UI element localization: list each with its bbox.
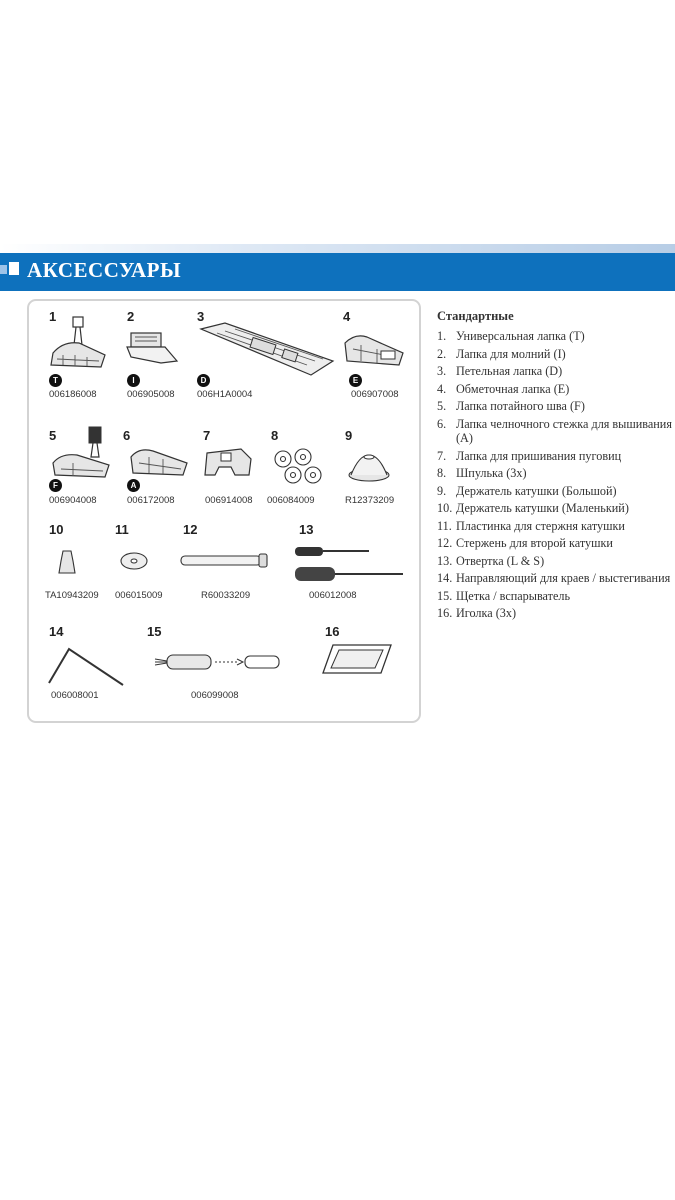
spool-pin-icon	[177, 553, 273, 569]
badge-a: A	[127, 479, 140, 492]
item-number: 16	[325, 624, 340, 639]
satin-stitch-foot-icon	[125, 443, 193, 479]
overcast-foot-icon	[337, 325, 409, 373]
item-code: R60033209	[201, 590, 251, 601]
item-code: 006907008	[351, 389, 399, 400]
button-sewing-foot-icon	[201, 445, 257, 481]
buttonhole-foot-icon	[195, 319, 337, 381]
list-item: 1. Универсальная лапка (T)	[437, 329, 585, 343]
item-number: 11	[115, 522, 129, 537]
item-number: 12	[183, 522, 198, 537]
item-number: 10	[49, 522, 64, 537]
item-code: R12373209	[345, 495, 395, 506]
universal-foot-icon	[43, 315, 115, 377]
item-code: 006914008	[205, 495, 253, 506]
list-item: 15. Щетка / вспарыватель	[437, 588, 571, 603]
screwdrivers-icon	[291, 543, 409, 587]
accessories-list	[437, 309, 672, 624]
zipper-foot-icon	[121, 327, 187, 371]
blind-hem-foot-icon	[47, 423, 119, 485]
list-item: 7. Лапка для пришивания пуговиц	[437, 448, 622, 463]
item-number: 3	[197, 309, 205, 324]
item-code: TA10943209	[45, 590, 99, 601]
item-code: 006904008	[49, 495, 97, 506]
item-number: 15	[147, 624, 162, 639]
bobbins-icon	[269, 447, 329, 487]
item-number: 4	[343, 309, 351, 324]
list-item: 5. Лапка потайного шва (F)	[437, 399, 585, 413]
item-number: 8	[271, 428, 279, 443]
item-number: 5	[49, 428, 57, 443]
list-item: 16. Иголка (3x)	[437, 606, 517, 620]
needle-pack-icon	[319, 641, 395, 677]
badge-i: I	[127, 374, 140, 387]
item-code: 006099008	[191, 690, 239, 701]
item-number: 9	[345, 428, 353, 443]
banner-gradient-strip	[0, 244, 675, 253]
item-number: 7	[203, 428, 211, 443]
item-code: 006H1A0004	[197, 389, 253, 400]
item-number: 13	[299, 522, 314, 537]
spool-cap-large-icon	[347, 449, 393, 483]
item-code: 006905008	[127, 389, 175, 400]
item-number: 6	[123, 428, 131, 443]
item-code: 006186008	[49, 389, 97, 400]
item-code: 006015009	[115, 590, 163, 601]
item-code: 006008001	[51, 690, 99, 701]
list-item: 13. Отвертка (L & S)	[437, 553, 545, 568]
badge-t: T	[49, 374, 62, 387]
list-item: 14. Направляющий для краев / выстегивания	[437, 571, 671, 585]
item-code: 006012008	[309, 590, 357, 601]
edge-guide-icon	[45, 645, 127, 689]
badge-d: D	[197, 374, 210, 387]
badge-e: E	[349, 374, 362, 387]
list-item: 8. Шпулька (3x)	[437, 466, 527, 480]
item-code: 006084009	[267, 495, 315, 506]
list-item: 2. Лапка для молний (I)	[437, 346, 566, 361]
list-item: 4. Обметочная лапка (E)	[437, 381, 570, 396]
item-number: 1	[49, 309, 57, 324]
banner-square-icon	[0, 265, 7, 274]
list-item: 12. Стержень для второй катушки	[437, 536, 613, 550]
accessories-panel	[27, 299, 421, 723]
spool-cap-small-icon	[57, 547, 77, 577]
item-code: 006172008	[127, 495, 175, 506]
brush-seam-ripper-icon	[153, 651, 283, 673]
badge-f: F	[49, 479, 62, 492]
list-item: 3. Петельная лапка (D)	[437, 364, 563, 378]
list-item: 11. Пластинка для стержня катушки	[437, 518, 625, 533]
list-title: Стандартные	[437, 309, 514, 323]
item-number: 14	[49, 624, 64, 639]
list-item: 9. Держатель катушки (Большой)	[437, 483, 617, 498]
item-number: 2	[127, 309, 135, 324]
section-title: АКСЕССУАРЫ	[27, 258, 182, 282]
spool-felt-icon	[119, 549, 149, 573]
list-item: 6. Лапка челночного стежка для вышивания (A)	[437, 416, 672, 445]
banner-square-icon	[9, 262, 19, 275]
list-item: 10. Держатель катушки (Маленький)	[437, 501, 629, 515]
